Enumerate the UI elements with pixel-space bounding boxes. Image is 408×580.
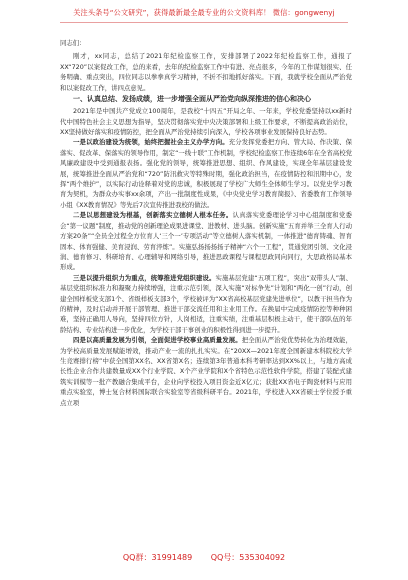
- lead-organization-building: 三是以提升组织力为重点，统筹推进党组织建设。: [73, 273, 216, 282]
- paragraph-ideological-building: [60, 210, 352, 272]
- body-high-quality-development: 把全面从严治党优势转化为治理效能，为学校高质量发展赋能增效，推动产业一流的扎扎实实。在“20XX—2021年度全国新建本科院校大学生竞赛排行榜”中获全国第XX名、XX省第X名；连续第3年普通本科考研率达到XX%以上，与地方高成长性企业合作共建数量成XX个行业学院、X个产业学院和X个省特色示范性软件学院，搭建了装配式建筑实训模等一批产教融合集成平台，企业向学校投入项目资金近X亿元；获批XX省电子陶瓷材料与应用重点实验室，博士复合材料国际联合实验室等省级科研平台。2021年，学校进入XX省硕士学位授予重点立项: [60, 336, 352, 407]
- promo-banner: [0, 0, 408, 26]
- body-political-building: 充分发挥党委把方向、管大局、作决策、保落实、促改革、保落实的领导作用，制定“一线十联”工作机制，学校纪检监察工作连续6年在全省高校党风廉政建设中受到通报表扬。强化党的领导，统筹推进思想、组织、作风建设，实现全年基层建设发展，统筹推进全面从严治党和“720”防汛救灾等特殊时期，强化政治担当，在疫情防控和汛期中心，发挥“两个维护”，以实际行动诠释着对党的忠诚，积极展现了学校广大师生全体师生学习。以党史学习教育为契机，为群众办实事xx余项，产出一批制度性成果，《中央党史学习教育简报》、省委教育工作领导小组《XX教育情况》等先后7次宣传推进我校的做法。: [60, 138, 352, 209]
- body-organization-building: 实施基层党建“五项工程”，突出“双带头人”制、基层党组织标准力和凝聚力持续增强，注重示范引领，深入实施“对标争先”计划和“两化一创”行动，创建全国样板党支部1个、省级样板支部3个，学校被评为“XX省高校基层党建先进单位”，以教干担当作为的精神，及时启动并开展干部管理、推进干部交流任用和主业用工作。在换届中完成疫情防控等种种困难，坚持正确用人导向，坚持四位方针，人岗相适，注重实绩，注重基层积极主动干，使干部队伍的年龄结构、专业结构进一步优化，为学校干部干事创业的积极性得到进一步提升。: [60, 273, 352, 334]
- lead-ideological-building: 二是以思想建设为根基，创新落实立德树人根本任务。: [73, 211, 233, 220]
- qq-group: QQ群：31991489: [122, 553, 193, 562]
- salutation: 同志们：: [60, 39, 86, 47]
- contact-footer: [0, 548, 408, 568]
- lead-high-quality-development: 四是以高质量发展为引领，全面促进学校事业高质量发展。: [73, 336, 242, 345]
- banner-divider: [60, 22, 348, 23]
- intro-paragraph: 刚才，xx同志，总结了2021年纪检监察工作，安排部署了2022年纪检监察工作，通报了XX“720”以案促改工作，总的来看，去年的纪检监察工作中有进、亮点很多，今年的工作谋划很实、任务明确、重点突出，四位同志以拳拳真学习精神，不折不扣地抓好落实。下面，我就学校全面从严治党和以案促改工作，讲四点意见。: [60, 52, 352, 92]
- section-heading: 一、认真总结、发扬成绩，进一步增强全面从严治党向纵深推进的信心和决心: [73, 95, 311, 104]
- paragraph-overview: 2021年是中国共产党成立100周年，是我校“十四五”开局之年、一年来，学校党委坚持以xx新时代中国特色社会主义思想为指导，坚决贯彻落实党中央决策部署和上级工作要求，不断提高政治站位，XX坚持做好落实和疫情防控，把全面从严治党持续引向深入，学校各项事业发展保持良好态势。: [60, 107, 352, 137]
- paragraph-high-quality-development: [60, 335, 352, 408]
- lead-political-building: 一是以政治建设为统领，始终把握社会主义办学方向。: [73, 138, 229, 147]
- qq-number: QQ号：535304092: [210, 553, 286, 562]
- paragraph-political-building: [60, 137, 352, 210]
- document-body: [60, 38, 352, 538]
- promo-banner-text: 关注头条号“公文研究”，获得最新最全最专业的公文资料库！ 微信：gongwenyj: [73, 8, 335, 17]
- body-ideological-building: 认真落实党委理论学习中心组制度和党委会“第一议题”制度，推动党的创新理论成果进课堂、进教材、进头脑。创新实施“五育并举三全育人行动方案20条”“全员全过程全方位育人‘三个一’专项活动”等立德树人落实机制，一体推进“德育铸魂、智育固本、体育强健、美育浸润、劳育淬炼”。实施弘扬扬扬扬子精神“六个一工程”，贯通党团引领、文化浸润、德育修习、科研培育、心理辅导和网络引导，推进思政课程与课程思政同向同行，大思政格局基本形成。: [60, 211, 352, 272]
- paragraph-organization-building: [60, 273, 352, 335]
